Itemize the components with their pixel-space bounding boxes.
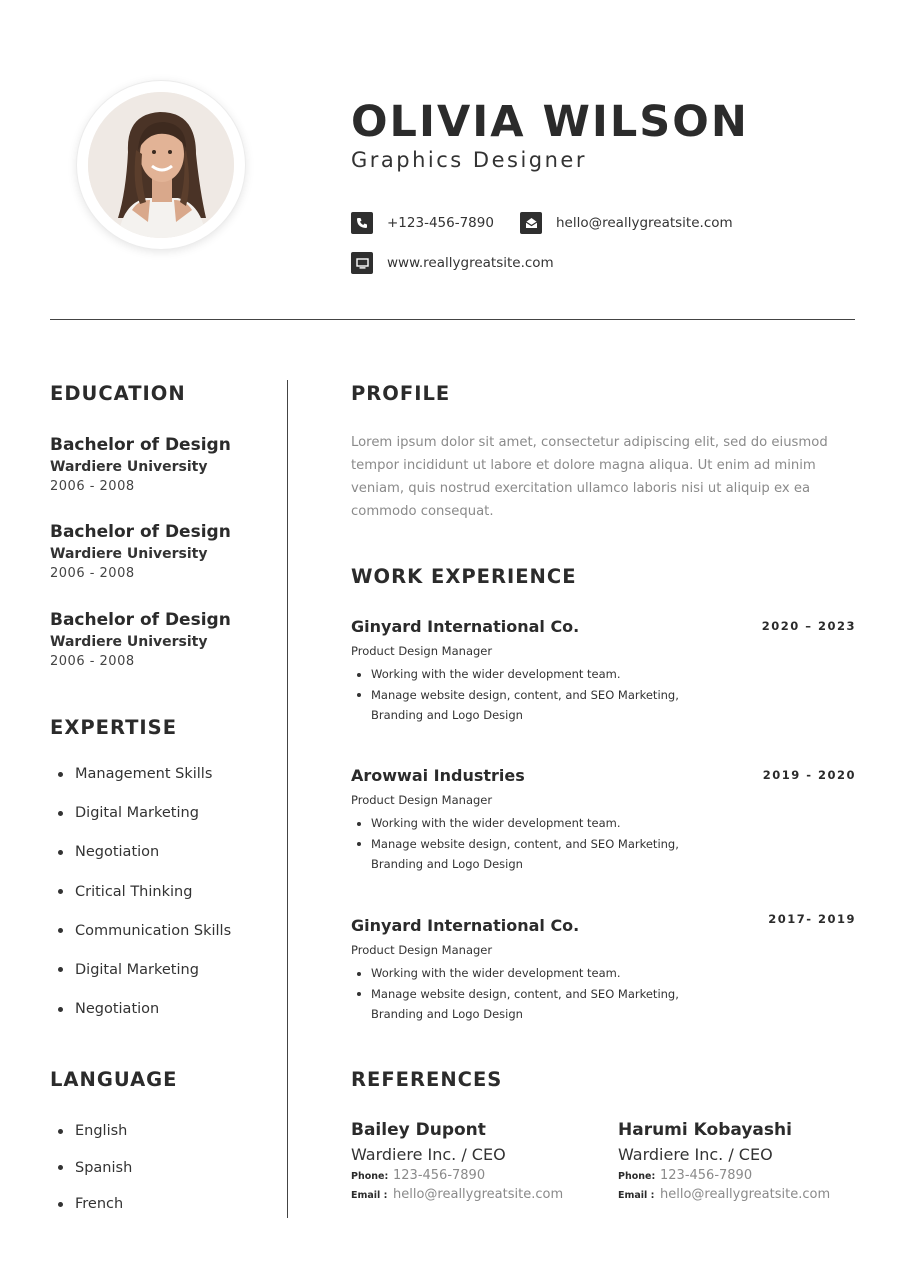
education-heading: EDUCATION (50, 382, 186, 405)
phone-label: Phone: (618, 1171, 656, 1182)
years: 2006 - 2008 (50, 479, 135, 494)
list-item: Critical Thinking (58, 881, 231, 920)
contact-website (351, 252, 554, 274)
list-item: Management Skills (58, 763, 231, 802)
language-list (58, 1120, 132, 1215)
language-heading: LANGUAGE (50, 1068, 178, 1091)
list-item: Digital Marketing (58, 802, 231, 841)
reference-email (618, 1187, 868, 1202)
profile-photo-frame (77, 81, 245, 249)
profile-heading: PROFILE (351, 382, 451, 405)
list-item: English (58, 1120, 132, 1157)
reference-name: Harumi Kobayashi (618, 1120, 792, 1140)
job-role: Product Design Manager (351, 793, 493, 807)
email-icon (520, 212, 542, 234)
list-item: Spanish (58, 1157, 132, 1194)
degree: Bachelor of Design (50, 610, 231, 630)
list-item: Manage website design, content, and SEO Marketing, Branding and Logo Design (351, 834, 711, 875)
column-divider (287, 380, 288, 1218)
job-role: Product Design Manager (351, 644, 493, 658)
list-item: Communication Skills (58, 920, 231, 959)
job-entry (351, 766, 856, 875)
list-item: Working with the wider development team. (351, 664, 711, 685)
education-item (50, 610, 280, 669)
job-entry (351, 617, 856, 726)
email-value: hello@reallygreatsite.com (393, 1187, 564, 1202)
company-name: Arowwai Industries (351, 766, 525, 785)
email-label: Email : (618, 1190, 655, 1201)
reference-company: Wardiere Inc. / CEO (351, 1145, 506, 1164)
reference-phone (618, 1168, 868, 1183)
contact-phone (351, 212, 494, 234)
header-divider (50, 319, 855, 320)
job-dates: 2020 – 2023 (761, 619, 856, 633)
company-name: Ginyard International Co. (351, 617, 580, 636)
reference-card (351, 1120, 601, 1202)
references-heading: REFERENCES (351, 1068, 503, 1091)
years: 2006 - 2008 (50, 566, 135, 581)
education-item (50, 435, 280, 494)
list-item: Negotiation (58, 841, 231, 880)
list-item: Working with the wider development team. (351, 963, 711, 984)
email-value: hello@reallygreatsite.com (660, 1187, 831, 1202)
email-text: hello@reallygreatsite.com (556, 215, 733, 231)
job-bullets (351, 963, 856, 1025)
reference-name: Bailey Dupont (351, 1120, 486, 1140)
job-role: Product Design Manager (351, 943, 493, 957)
portrait-illustration (88, 92, 234, 238)
list-item: Manage website design, content, and SEO Marketing, Branding and Logo Design (351, 984, 711, 1025)
list-item: Manage website design, content, and SEO Marketing, Branding and Logo Design (351, 685, 711, 726)
expertise-heading: EXPERTISE (50, 716, 178, 739)
job-entry (351, 912, 856, 1025)
expertise-list (58, 763, 231, 1020)
email-label: Email : (351, 1190, 388, 1201)
phone-label: Phone: (351, 1171, 389, 1182)
job-bullets (351, 664, 856, 726)
list-item: Digital Marketing (58, 959, 231, 998)
school: Wardiere University (50, 459, 208, 475)
phone-icon (351, 212, 373, 234)
list-item: Negotiation (58, 998, 231, 1020)
work-heading: WORK EXPERIENCE (351, 565, 577, 588)
phone-value: 123-456-7890 (660, 1168, 753, 1183)
degree: Bachelor of Design (50, 522, 231, 542)
contact-email (520, 212, 733, 234)
monitor-icon (351, 252, 373, 274)
website-text: www.reallygreatsite.com (387, 255, 554, 271)
company-name: Ginyard International Co. (351, 916, 580, 935)
phone-text: +123-456-7890 (387, 215, 494, 231)
job-bullets (351, 813, 856, 875)
profile-photo (88, 92, 234, 238)
profile-text: Lorem ipsum dolor sit amet, consectetur adipiscing elit, sed do eiusmod tempor incididunt ut labore et dolore magna aliqua. Ut enim ad minim veniam, quis nostrud exercitation ullamco laboris nisi ut aliquip ex ea commodo consequat. (351, 435, 828, 519)
school: Wardiere University (50, 634, 208, 650)
degree: Bachelor of Design (50, 435, 231, 455)
reference-company: Wardiere Inc. / CEO (618, 1145, 773, 1164)
list-item: French (58, 1193, 132, 1215)
reference-card (618, 1120, 868, 1202)
candidate-name: OLIVIA WILSON (351, 97, 749, 147)
phone-value: 123-456-7890 (393, 1168, 486, 1183)
list-item: Working with the wider development team. (351, 813, 711, 834)
reference-email (351, 1187, 601, 1202)
job-dates: 2019 - 2020 (762, 768, 856, 782)
education-item (50, 522, 280, 581)
job-dates: 2017- 2019 (768, 912, 856, 926)
candidate-title: Graphics Designer (351, 148, 587, 172)
years: 2006 - 2008 (50, 654, 135, 669)
reference-phone (351, 1168, 601, 1183)
school: Wardiere University (50, 546, 208, 562)
